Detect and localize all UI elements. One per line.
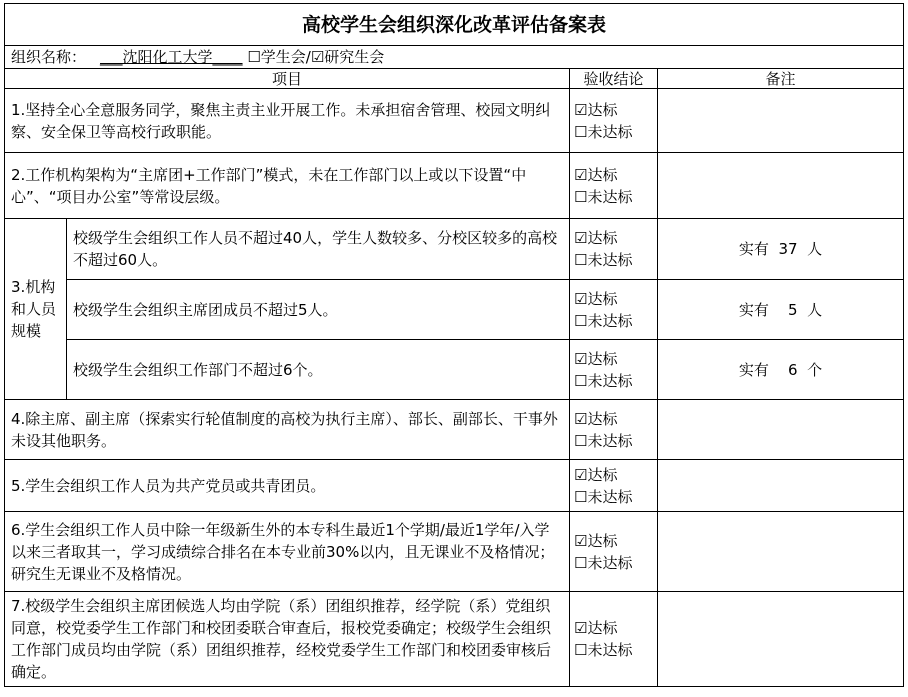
note-unit: 个 xyxy=(807,360,823,379)
fail-checkbox[interactable]: ☐ xyxy=(574,371,588,390)
org-label: 组织名称： xyxy=(11,48,87,66)
fail-checkbox[interactable]: ☐ xyxy=(574,553,588,572)
pass-label: 达标 xyxy=(587,409,618,428)
pass-label: 达标 xyxy=(587,619,618,637)
fail-label: 未达标 xyxy=(587,251,633,269)
item-3a-text: 校级学生会组织工作人员不超过40人，学生人数较多、分校区较多的高校不超过60人。 xyxy=(67,219,570,280)
item-1-text: 1.坚持全心全意服务同学，聚焦主责主业开展工作。未承担宿舍管理、校园文明纠察、安全保卫等高校行政职能。 xyxy=(5,89,570,153)
item-7-result xyxy=(570,592,658,687)
item-7-text: 7.校级学生会组织主席团候选人均由学院（系）团组织推荐，经学院（系）党组织同意，校党委学生工作部门和校团委联合审查后，报校党委确定；校级学生会组织工作部门成员均由学院（系）团组织推荐，经校党委学生工作部门和校团委审核后确定。 xyxy=(5,592,570,687)
student-union-label: 学生会/ xyxy=(260,48,311,66)
item-4-result xyxy=(570,400,658,460)
fail-label: 未达标 xyxy=(587,122,633,141)
note-prefix: 实有 xyxy=(738,300,769,319)
item-2-text: 2.工作机构架构为“主席团+工作部门”模式，未在工作部门以上或以下设置“中心”、“项目办公室”等常设层级。 xyxy=(5,153,570,219)
pass-checkbox[interactable]: ☑ xyxy=(574,409,588,428)
header-note: 备注 xyxy=(658,69,904,89)
item-3b-text: 校级学生会组织主席团成员不超过5人。 xyxy=(67,280,570,340)
fail-label: 未达标 xyxy=(587,371,633,390)
fail-checkbox[interactable]: ☐ xyxy=(574,431,588,450)
item-3b-note[interactable] xyxy=(658,280,904,340)
pass-label: 达标 xyxy=(587,165,618,184)
item-6-result xyxy=(570,512,658,592)
pass-label: 达标 xyxy=(587,229,618,247)
item-5-text: 5.学生会组织工作人员为共产党员或共青团员。 xyxy=(5,460,570,512)
pass-checkbox[interactable]: ☑ xyxy=(574,165,588,184)
item-7-note[interactable] xyxy=(658,592,904,687)
fail-checkbox[interactable]: ☐ xyxy=(574,641,588,659)
item-3-label: 3.机构和人员规模 xyxy=(5,219,67,400)
pass-checkbox[interactable]: ☑ xyxy=(574,289,588,308)
pass-checkbox[interactable]: ☑ xyxy=(574,349,588,368)
fail-checkbox[interactable]: ☐ xyxy=(574,487,588,506)
note-count: 37 xyxy=(778,240,798,258)
note-prefix: 实有 xyxy=(738,360,769,379)
pass-checkbox[interactable]: ☑ xyxy=(574,531,588,550)
form-title: 高校学生会组织深化改革评估备案表 xyxy=(5,4,904,46)
note-unit: 人 xyxy=(807,300,823,319)
fail-label: 未达标 xyxy=(587,187,633,206)
header-result: 验收结论 xyxy=(570,69,658,89)
fail-checkbox[interactable]: ☐ xyxy=(574,311,588,330)
fail-label: 未达标 xyxy=(587,641,633,659)
fail-checkbox[interactable]: ☐ xyxy=(574,187,588,206)
pass-checkbox[interactable]: ☑ xyxy=(574,619,588,637)
pass-label: 达标 xyxy=(587,289,618,308)
item-5-note[interactable] xyxy=(658,460,904,512)
note-prefix: 实有 xyxy=(738,240,769,258)
note-count: 6 xyxy=(788,360,798,379)
pass-label: 达标 xyxy=(587,100,618,119)
grad-union-checkbox[interactable]: ☑ xyxy=(310,48,325,66)
fail-checkbox[interactable]: ☐ xyxy=(574,251,588,269)
pass-label: 达标 xyxy=(587,349,618,368)
item-1-result xyxy=(570,89,658,153)
item-1-note[interactable] xyxy=(658,89,904,153)
fail-checkbox[interactable]: ☐ xyxy=(574,122,588,141)
note-count: 5 xyxy=(788,300,798,319)
fail-label: 未达标 xyxy=(587,431,633,450)
note-unit: 人 xyxy=(807,240,823,258)
item-6-note[interactable] xyxy=(658,512,904,592)
item-4-text: 4.除主席、副主席（探索实行轮值制度的高校为执行主席）、部长、副部长、干事外未设其他职务。 xyxy=(5,400,570,460)
item-3a-result xyxy=(570,219,658,280)
pass-checkbox[interactable]: ☑ xyxy=(574,100,588,119)
item-3c-note[interactable] xyxy=(658,340,904,400)
header-item: 项目 xyxy=(5,69,570,89)
fail-label: 未达标 xyxy=(587,553,633,572)
item-3a-note[interactable] xyxy=(658,219,904,280)
org-name: ___沈阳化工大学____ xyxy=(100,48,243,66)
item-3c-result xyxy=(570,340,658,400)
pass-label: 达标 xyxy=(587,531,618,550)
fail-label: 未达标 xyxy=(587,487,633,506)
fail-label: 未达标 xyxy=(587,311,633,330)
item-2-result xyxy=(570,153,658,219)
grad-union-label: 研究生会 xyxy=(324,48,385,66)
pass-label: 达标 xyxy=(587,465,618,484)
filing-form-table xyxy=(4,3,904,687)
item-4-note[interactable] xyxy=(658,400,904,460)
item-2-note[interactable] xyxy=(658,153,904,219)
item-3b-result xyxy=(570,280,658,340)
org-row xyxy=(5,46,904,69)
item-6-text: 6.学生会组织工作人员中除一年级新生外的本专科生最近1个学期/最近1学年/入学以来三者取其一，学习成绩综合排名在本专业前30%以内，且无课业不及格情况；研究生无课业不及格情况。 xyxy=(5,512,570,592)
student-union-checkbox[interactable]: ☐ xyxy=(247,48,261,66)
item-5-result xyxy=(570,460,658,512)
pass-checkbox[interactable]: ☑ xyxy=(574,465,588,484)
item-3c-text: 校级学生会组织工作部门不超过6个。 xyxy=(67,340,570,400)
pass-checkbox[interactable]: ☑ xyxy=(574,229,588,247)
